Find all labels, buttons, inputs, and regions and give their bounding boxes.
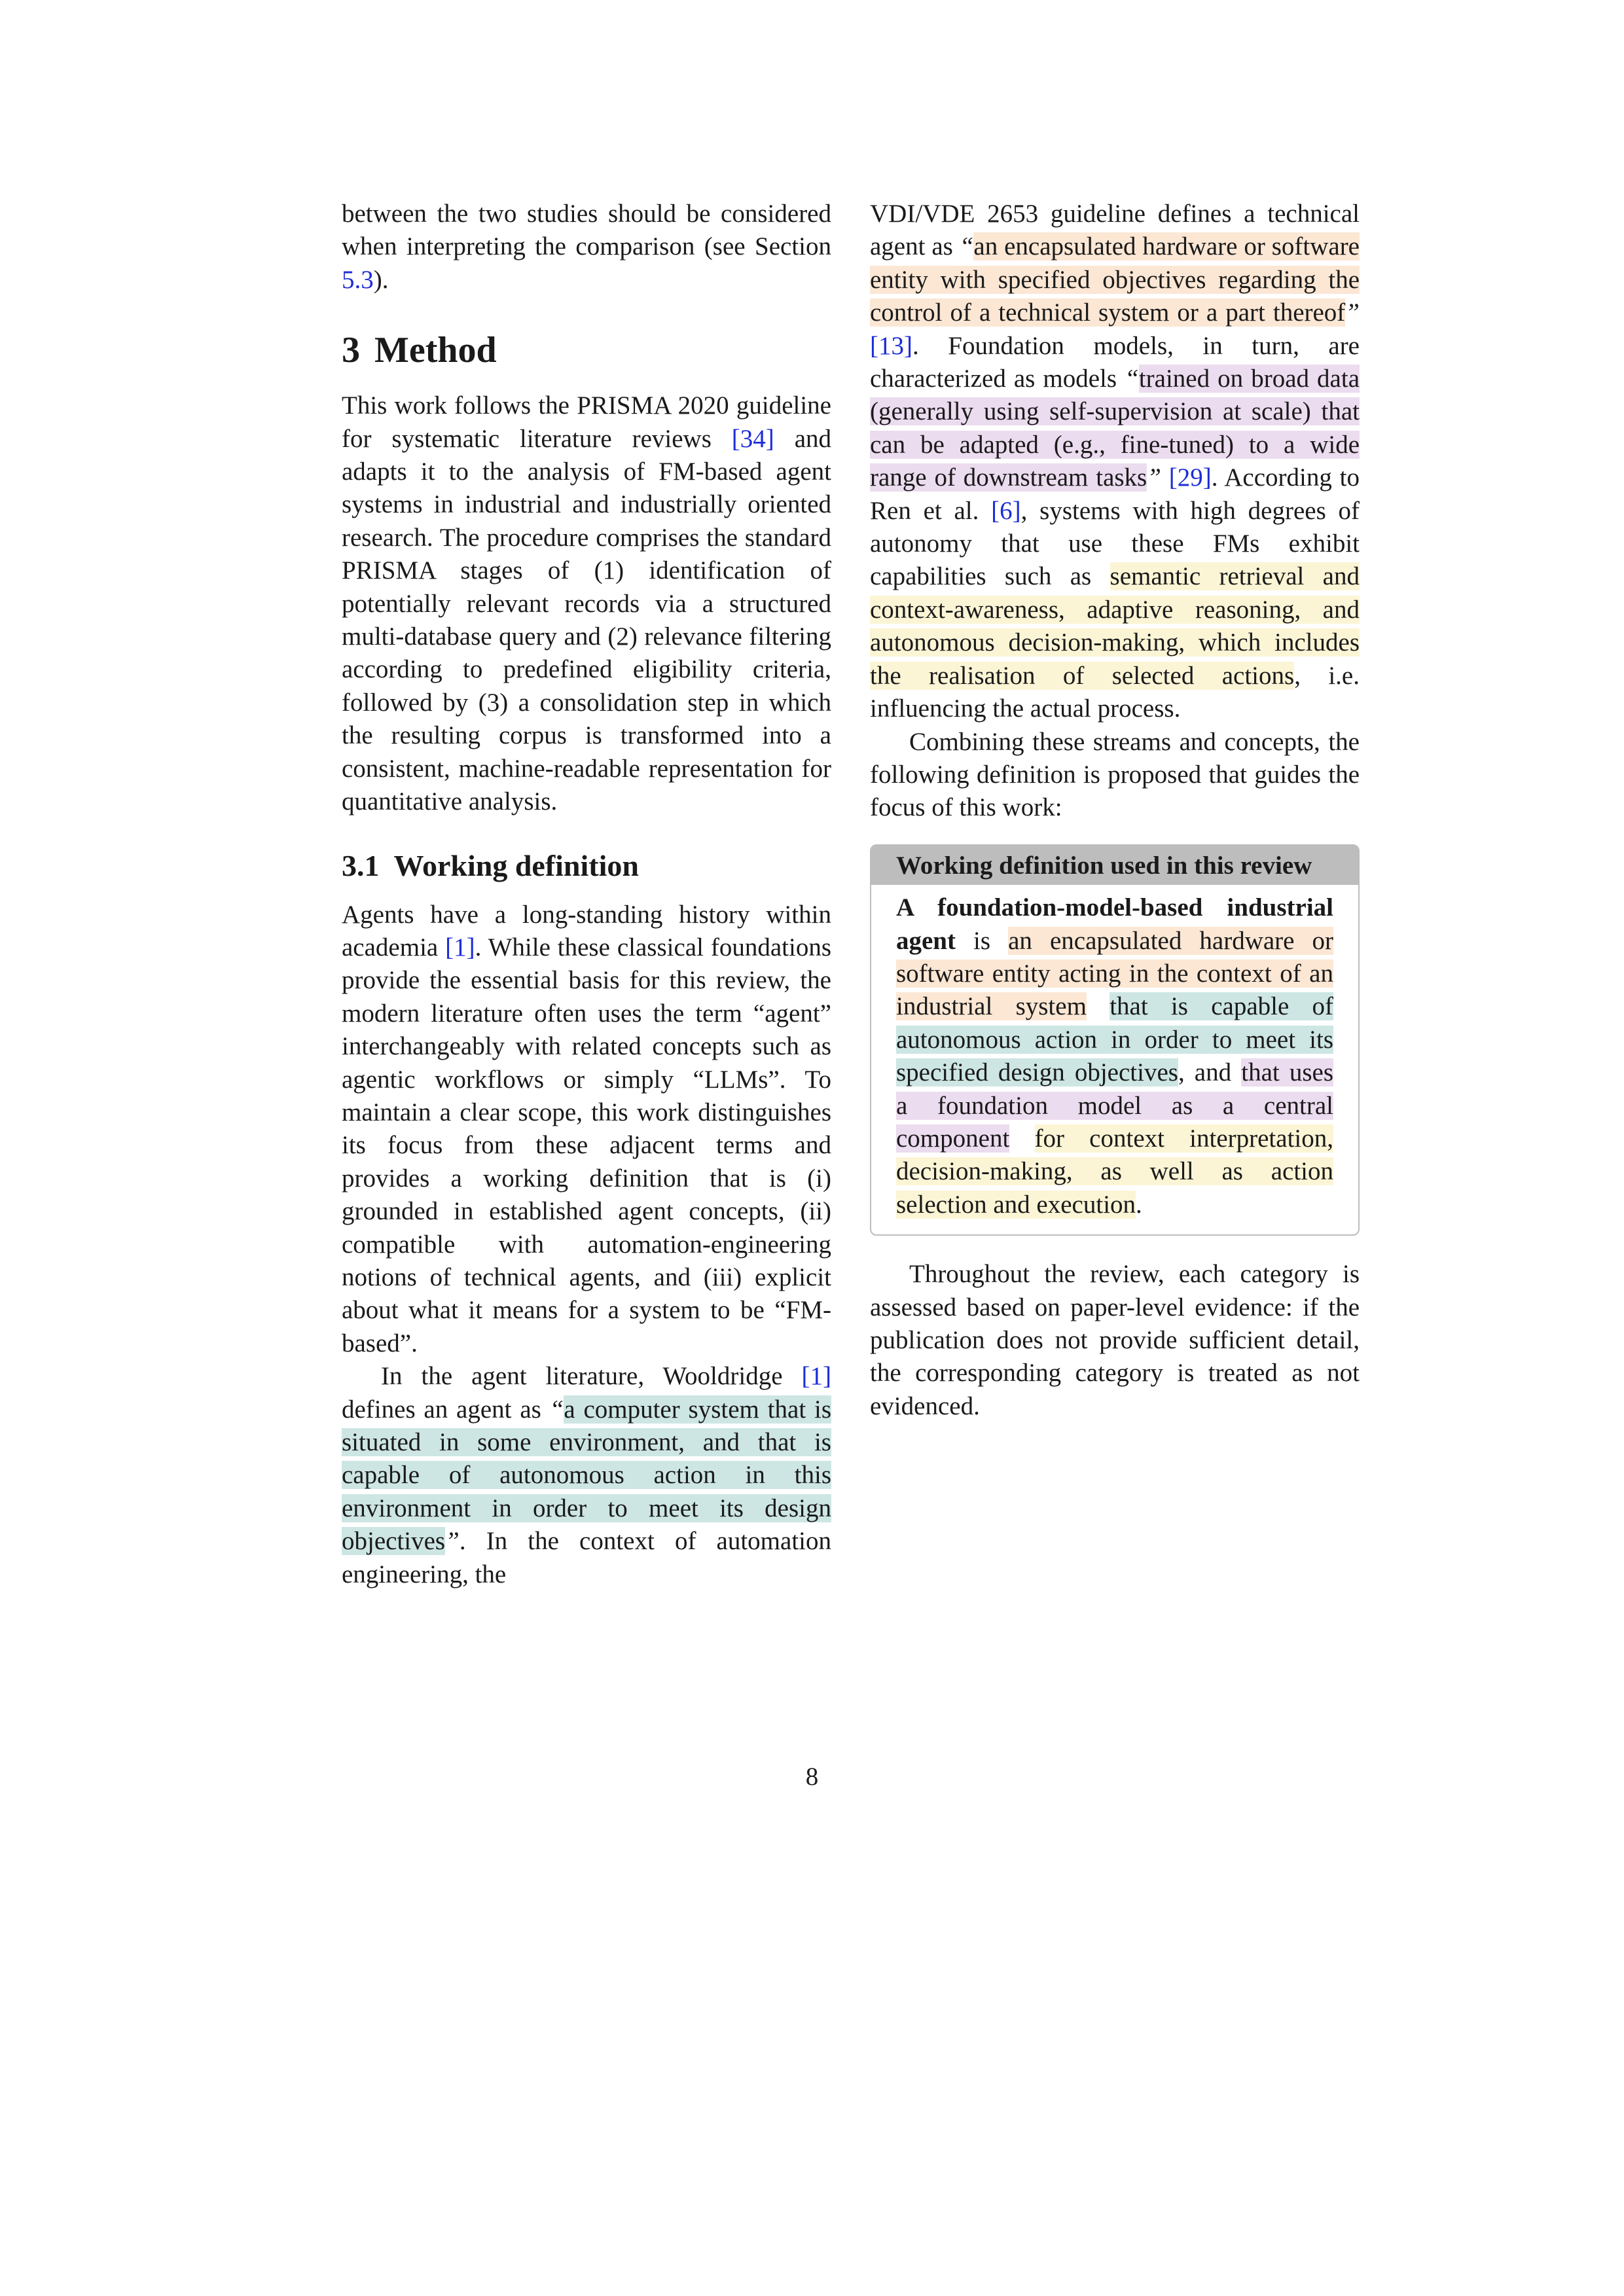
throughout-paragraph: Throughout the review, each category is assessed based on paper-level evidence: if the publication does not provide sufficient detail, the corresponding category is treated as not evidenced.: [870, 1260, 1360, 1420]
quote-close: ”: [1147, 463, 1161, 492]
citation-link[interactable]: [13]: [870, 331, 912, 360]
citation-link[interactable]: [34]: [731, 424, 774, 453]
right-column: [870, 198, 1360, 1423]
definition-box-title: Working definition used in this review: [871, 846, 1358, 885]
working-definition-paragraph-2: In the agent literature, Wooldridge [1] defines an agent as “a computer system that is situated in some environment, and that is capable of autonomous action in this environment in order to meet its design objectives”. In the context of automation engineering, the: [342, 1362, 831, 1588]
quote-close: ”: [1345, 298, 1360, 327]
left-column: [342, 198, 831, 1591]
subsection-heading: 3.1 Working definition: [342, 848, 639, 882]
quote-open: “: [549, 1395, 564, 1424]
highlight-yellow: for context interpretation, decision-making, as well as action selection and execution: [896, 1124, 1333, 1219]
section-ref-link[interactable]: 5.3: [342, 265, 374, 294]
working-definition-paragraph-1: Agents have a long-standing history within academia [1]. While these classical foundations provide the essential basis for this review, the modern literature often uses the term “agent” interchangeably with related concepts such as agentic workflows or simply “LLMs”. To maintain a clear scope, this work distinguishes its focus from these adjacent terms and provides a working definition that is (i) grounded in established agent concepts, (ii) compatible with automation-engineering notions of technical agents, and (iii) explicit about what it means for a system to be “FM-based”.: [342, 900, 831, 1357]
highlight-purple: trained on broad data (generally using self-supervision at scale) that can be adapted (e.g., fine-tuned) to a wide range of downstream tasks: [870, 365, 1360, 492]
definition-box-body: [871, 885, 1358, 1234]
citation-link[interactable]: [6]: [991, 496, 1021, 525]
quote-close: ”: [445, 1527, 460, 1556]
citation-link[interactable]: [29]: [1168, 463, 1212, 492]
definition-box: [870, 844, 1360, 1236]
quote-open: “: [959, 232, 974, 261]
citation-link[interactable]: [1]: [801, 1362, 831, 1391]
highlight-teal: a computer system that is situated in some environment, and that is capable of autonomous action in this environment in order to meet its design objectives: [342, 1395, 831, 1556]
quote-open: “: [1125, 365, 1139, 393]
page-number: 8: [805, 1763, 819, 1791]
method-paragraph: This work follows the PRISMA 2020 guideline for systematic literature reviews [34] and adapts it to the analysis of FM-based agent systems in industrial and industrially oriented research. The procedure comprises the standard PRISMA stages of (1) identification of potentially relevant records via a structured multi-database query and (2) relevance filtering according to predefined eligibility criteria, followed by (3) a consolidation step in which the resulting corpus is transformed into a consistent, machine-readable representation for quantitative analysis.: [342, 391, 832, 816]
highlight-teal: that is capable of autonomous action in order to meet its specified design objectives: [896, 992, 1334, 1087]
highlight-peach: an encapsulated hardware or software entity with specified objectives regarding the control of a technical system or a part thereof: [870, 232, 1360, 327]
combining-paragraph: Combining these streams and concepts, the following definition is proposed that guides the focus of this work:: [870, 727, 1360, 822]
definition-text: A foundation-model-based industrial agent is an encapsulated hardware or software entity acting in the context of an industrial system that is capable of autonomous action in order to meet its specified design objectives, and that uses a foundation model as a central component for context interpretation, decision-making, as well as action selection and execution.: [896, 893, 1334, 1219]
intro-paragraph: between the two studies should be considered when interpreting the comparison (see Section 5.3).: [342, 200, 831, 294]
section-heading: 3 Method: [342, 330, 497, 371]
highlight-yellow: semantic retrieval and context-awareness, adaptive reasoning, and autonomous decision-making, which includes the realisation of selected actions: [870, 562, 1360, 690]
definitions-paragraph: VDI/VDE 2653 guideline defines a technical agent as “an encapsulated hardware or software entity with specified objectives regarding the control of a technical system or a part thereof” [13]. Foundation models, in turn, are characterized as models “trained on broad data (generally using self-supervision at scale) that can be adapted (e.g., fine-tuned) to a wide range of downstream tasks” [29]. According to Ren et al. [6], systems with high degrees of autonomy that use these FMs exhibit capabilities such as semantic retrieval and context-awareness, adaptive reasoning, and autonomous decision-making, which includes the realisation of selected actions, i.e. influencing the actual process.: [870, 200, 1360, 723]
highlight-peach: an encapsulated hardware or software entity acting in the context of an industrial system: [896, 926, 1334, 1021]
citation-link[interactable]: [1]: [445, 933, 475, 961]
definition-term: A foundation-model-based industrial agent: [896, 893, 1333, 955]
highlight-purple: that uses a foundation model as a central component: [896, 1058, 1333, 1153]
